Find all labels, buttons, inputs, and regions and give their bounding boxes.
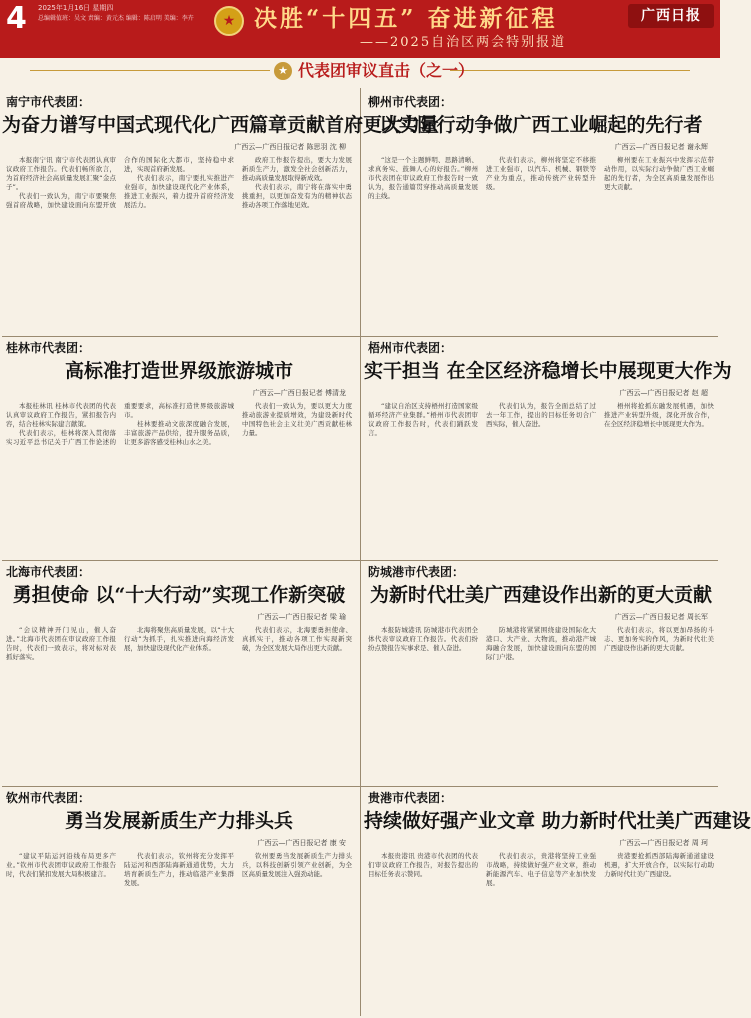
article-paragraph: 代表们表示，将以更加昂扬的斗志、更加务实的作风，为新时代壮美广西建设作出新的更大贡献。 (604, 626, 714, 652)
article-byline: 广西云—广西日报记者 周长军 (614, 613, 708, 621)
column-divider (360, 88, 361, 1016)
article-fangchenggang (364, 564, 718, 784)
article-body (6, 402, 352, 556)
article-byline: 广西云—广西日报记者 周 珂 (619, 839, 708, 847)
article-paragraph: “建议平陆运河沿线布局更多产业。”钦州市代表团审议政府工作报告时，代表们紧扣发展大局积极建言。 (6, 852, 116, 878)
section-banner (0, 58, 720, 84)
article-paragraph: 本报防城港讯 防城港市代表团全体代表审议政府工作报告。代表们纷纷点赞报告实事求是、催人奋进。 (368, 626, 478, 652)
article-liuzhou (364, 94, 718, 334)
star-icon: ★ (274, 62, 292, 80)
article-body (368, 402, 714, 556)
article-paragraph: “建议自治区支持梧州打造国家级循环经济产业集群。”梧州市代表团审议政府工作报告时，代表们踊跃发言。 (368, 402, 478, 437)
article-paragraph: 柳州要在工业振兴中发挥示范带动作用，以实际行动争做广西工业崛起的先行者，为全区高质量发展作出更大贡献。 (604, 156, 714, 191)
article-paragraph: 代表们认为，报告全面总结了过去一年工作，提出的目标任务切合广西实际，催人奋进。 (486, 402, 596, 428)
delegation-name: 钦州市代表团： (6, 791, 91, 805)
article-paragraph: 代表们表示，南宁将在落实中勇挑重担，以更加奋发有为的精神状态推动各项工作落地见效。 (242, 183, 352, 209)
article-byline: 广西云—广西日报记者 赵 超 (619, 389, 708, 397)
article-paragraph: 本报桂林讯 桂林市代表团的代表认真审议政府工作报告，紧扣报告内容，结合桂林实际建言献策。 (6, 402, 116, 428)
article-headline: 为新时代壮美广西建设作出新的更大贡献 (369, 584, 712, 606)
article-headline: 实干担当 在全区经济稳增长中展现更大作为 (364, 360, 732, 382)
article-paragraph: 代表们表示，贵港将坚持工业强市战略，持续做好强产业文章，推动新能源汽车、电子信息等产业加快发展。 (486, 852, 596, 887)
delegation-name: 梧州市代表团： (368, 341, 453, 355)
special-report-title: ——2025自治区两会特别报道 (360, 35, 567, 50)
article-paragraph: 代表们表示，钦州将充分发挥平陆运河和西部陆海新通道优势，大力培育新质生产力，推动临港产业集群发展。 (124, 852, 234, 887)
article-paragraph: 代表们表示，柳州将坚定不移推进工业强市，以汽车、机械、钢铁等产业为重点，推动传统产业转型升级。 (486, 156, 596, 191)
banner-label (270, 60, 475, 82)
article-headline: 高标准打造世界级旅游城市 (64, 360, 293, 382)
article-headline: 以实际行动争做广西工业崛起的先行者 (379, 114, 703, 136)
article-body (6, 626, 352, 782)
section-title: 代表团审议直击（之一） (298, 61, 475, 80)
article-paragraph: 贵港要抢抓西部陆海新通道建设机遇，扩大开放合作，以实际行动助力新时代壮美广西建设。 (604, 852, 714, 878)
article-body (368, 626, 714, 782)
article-byline: 广西云—广西日报记者 谢永辉 (614, 143, 708, 151)
article-headline: 为奋力谱写中国式现代化广西篇章贡献首府更大力量 (2, 114, 440, 136)
article-paragraph: 钦州要勇当发展新质生产力排头兵，以科技创新引领产业创新，为全区高质量发展注入强劲动能。 (242, 852, 352, 878)
page-header (0, 0, 720, 58)
editor-credits: 总编辑值班：吴文 责编：黄元杰 编辑：陈启明 美编：李卉 (38, 15, 194, 22)
article-byline: 广西云—广西日报记者 康 安 (257, 839, 346, 847)
delegation-name: 南宁市代表团： (6, 95, 91, 109)
article-paragraph: 代表们表示，桂林将深入贯彻落实习近平总书记关于广西工作论述的重要要求，高标准打造世界级旅游城市。 (6, 402, 234, 446)
article-guigang (364, 790, 751, 1016)
page-number: 4 (6, 1, 27, 36)
issue-date: 2025年1月16日 星期四 (38, 4, 114, 12)
special-slogan: 决胜“十四五” 奋进新征程 (254, 5, 558, 32)
article-paragraph: 防城港将紧紧围绕建设国际化大港口、大产业、大物流，推动港产城海融合发展，加快建设面向东盟的国际门户港。 (486, 626, 596, 661)
article-byline: 广西云—广西日报记者 傅清龙 (252, 389, 346, 397)
article-qinzhou (2, 790, 356, 1016)
row-divider (2, 336, 718, 337)
newspaper-masthead: 广西日报 (628, 4, 714, 28)
delegation-name: 防城港市代表团： (368, 565, 465, 579)
delegation-name: 贵港市代表团： (368, 791, 453, 805)
article-paragraph: 梧州将抢抓东融发展机遇，加快推进产业转型升级，深化开放合作，在全区经济稳增长中展现更大作为。 (604, 402, 714, 428)
article-headline: 勇担使命 以“十大行动”实现工作新突破 (12, 584, 346, 606)
article-paragraph: 代表们一致认为，要以更大力度推动旅游业提质增效，为建设新时代中国特色社会主义壮美广西贡献桂林力量。 (242, 402, 352, 437)
article-guilin (2, 340, 356, 558)
article-body (6, 852, 352, 1014)
article-headline: 勇当发展新质生产力排头兵 (64, 810, 293, 832)
article-paragraph: 北海将聚焦高质量发展，以“十大行动”为抓手，扎实推进向海经济发展，加快建设现代化产业体系。 (124, 626, 234, 652)
delegation-name: 桂林市代表团： (6, 341, 91, 355)
article-paragraph: 桂林要推动文旅深度融合发展，丰富旅游产品供给，提升服务品质，让更多游客感受桂林山水之美。 (124, 420, 234, 446)
article-paragraph: 代表们一致认为，南宁市要聚焦强首府战略，加快建设面向东盟开放合作的国际化大都市，坚持稳中求进，实现首府新发展。 (6, 156, 234, 209)
article-paragraph: 本报南宁讯 南宁市代表团认真审议政府工作报告。代表们畅所欲言，为首府经济社会高质量发展汇聚“金点子”。 (6, 156, 116, 191)
article-paragraph: 代表们表示，北海要勇担使命、真抓实干，推动各项工作实现新突破，为全区发展大局作出更大贡献。 (242, 626, 352, 652)
delegation-name: 柳州市代表团： (368, 95, 453, 109)
row-divider (2, 560, 718, 561)
article-body (6, 156, 352, 332)
article-beihai (2, 564, 356, 784)
article-paragraph: 政府工作报告提出，要大力发展新质生产力，激发全社会创新活力，推动高质量发展取得新成效。 (242, 156, 352, 182)
national-emblem-icon: ★ (214, 6, 244, 36)
article-body (368, 156, 714, 332)
row-divider (2, 786, 718, 787)
article-body (368, 852, 714, 1014)
article-paragraph: “这是一个主题鲜明、思路清晰、求真务实、鼓舞人心的好报告。”柳州市代表团在审议政府工作报告时一致认为，报告通篇贯穿推动高质量发展的主线。 (368, 156, 478, 200)
article-byline: 广西云—广西日报记者 陈思羽 沈 柳 (234, 143, 346, 151)
article-wuzhou (364, 340, 732, 558)
article-byline: 广西云—广西日报记者 梁 瑜 (257, 613, 346, 621)
article-paragraph: “会议精神开门见山，催人奋进。”北海市代表团在审议政府工作报告时，代表们一致表示，将对标对表抓好落实。 (6, 626, 116, 661)
article-paragraph: 本报贵港讯 贵港市代表团的代表们审议政府工作报告，对报告提出的目标任务表示赞同。 (368, 852, 478, 878)
article-headline: 持续做好强产业文章 助力新时代壮美广西建设 (364, 810, 751, 832)
delegation-name: 北海市代表团： (6, 565, 91, 579)
article-paragraph: 代表们表示，南宁要扎实推进产业强市，加快建设现代化产业体系，推进工业振兴，着力提升首府经济发展活力。 (124, 174, 234, 209)
